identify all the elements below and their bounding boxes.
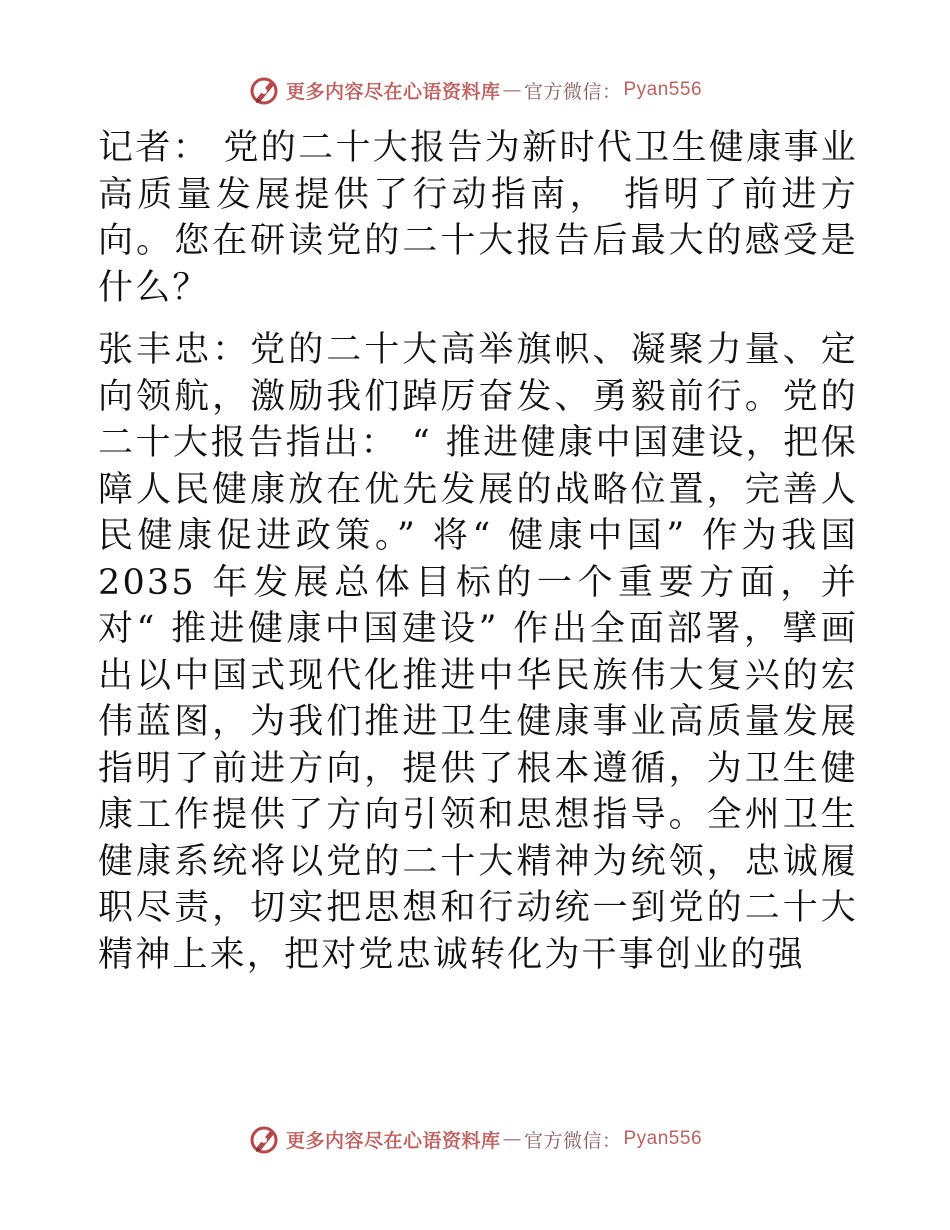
article-paragraph bbox=[98, 125, 858, 311]
banner-official-text: 官方微信： bbox=[523, 80, 622, 103]
banner-handle: Pyan556 bbox=[623, 79, 703, 100]
pen-circle-logo-icon bbox=[248, 74, 280, 106]
banner-site-text: 更多内容尽在心语资料库 bbox=[285, 80, 501, 103]
banner-handle: Pyan556 bbox=[623, 1128, 703, 1149]
header-banner bbox=[0, 70, 950, 110]
article-paragraph bbox=[98, 327, 858, 978]
pen-circle-logo-icon bbox=[248, 1123, 280, 1155]
article-body bbox=[98, 125, 858, 978]
footer-banner bbox=[0, 1119, 950, 1159]
paragraph-text: 党的二十大高举旗帜、凝聚力量、定向领航，激励我们踔厉奋发、勇毅前行。党的二十大报告指出： “ 推进健康中国建设，把保障人民健康放在优先发展的战略位置，完善人民健康促进政策。” 将“ 健康中国” 作为我国 2035 年发展总体目标的一个重要方面，并对“ 推进健康中国建设” 作出全面部署，擘画出以中国式现代化推进中华民族伟大复兴的宏伟蓝图，为我们推进卫生健康事业高质量发展指明了前进方向，提供了根本遵循，为卫生健康工作提供了方向引领和思想指导。全州卫生健康系统将以党的二十大精神为统领，忠诚履职尽责，切实把思想和行动统一到党的二十大精神上来，把对党忠诚转化为干事创业的强 bbox=[98, 330, 858, 975]
speaker-label: 张丰忠： bbox=[98, 330, 251, 370]
banner-separator: — bbox=[502, 1128, 522, 1150]
banner-site-text: 更多内容尽在心语资料库 bbox=[285, 1129, 501, 1152]
speaker-label: 记者： bbox=[98, 128, 210, 168]
banner-official-text: 官方微信： bbox=[523, 1129, 622, 1152]
paragraph-text: 党的二十大报告为新时代卫生健康事业高质量发展提供了行动指南， 指明了前进方向。您在研读党的二十大报告后最大的感受是什么？ bbox=[98, 128, 858, 308]
banner-separator: — bbox=[502, 79, 522, 101]
